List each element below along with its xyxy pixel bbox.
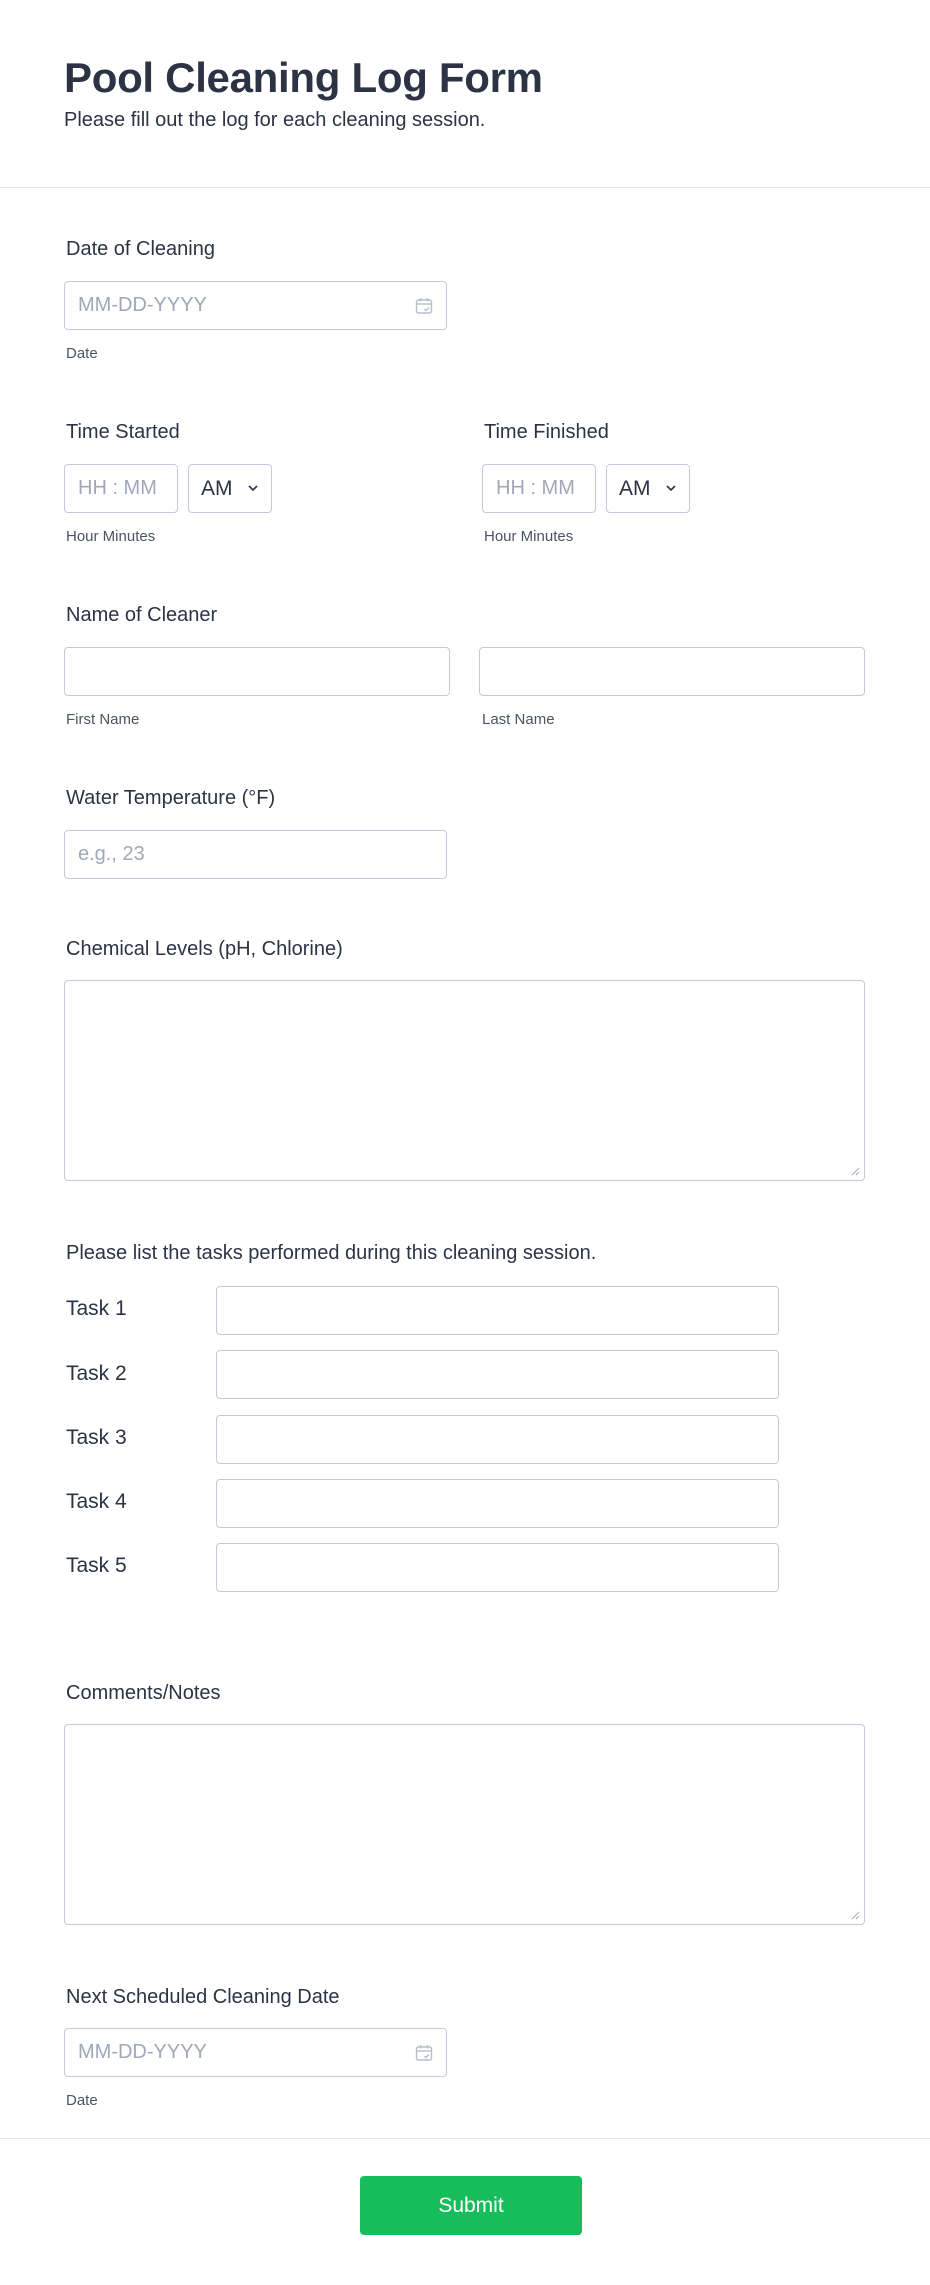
task-5-label: Task 5 (66, 1554, 127, 1577)
resize-handle-icon[interactable] (850, 1166, 860, 1176)
date-of-cleaning-input[interactable] (64, 281, 447, 330)
calendar-icon[interactable] (415, 2044, 433, 2062)
time-finished-placeholder: HH : MM (496, 477, 575, 499)
form-header (0, 0, 930, 188)
time-started-input[interactable] (64, 464, 178, 513)
time-started-sublabel: Hour Minutes (66, 528, 156, 545)
last-name-sublabel: Last Name (482, 711, 555, 728)
task-5-input[interactable] (216, 1543, 779, 1592)
task-4-input[interactable] (216, 1479, 779, 1528)
chevron-down-icon (246, 481, 260, 495)
comments-textarea[interactable] (64, 1724, 865, 1925)
time-finished-ampm-value: AM (619, 477, 651, 500)
time-finished-input[interactable] (482, 464, 596, 513)
comments-label: Comments/Notes (66, 1682, 221, 1704)
footer-divider (0, 2138, 930, 2139)
first-name-sublabel: First Name (66, 711, 140, 728)
submit-button[interactable]: Submit (360, 2176, 582, 2235)
cleaner-name-label: Name of Cleaner (66, 604, 218, 626)
calendar-icon[interactable] (415, 297, 433, 315)
next-date-sublabel: Date (66, 2092, 98, 2109)
tasks-label: Please list the tasks performed during this cleaning session. (66, 1242, 597, 1264)
time-finished-ampm-select[interactable] (606, 464, 690, 513)
task-1-input[interactable] (216, 1286, 779, 1335)
time-started-placeholder: HH : MM (78, 477, 157, 499)
first-name-input[interactable] (64, 647, 450, 696)
chevron-down-icon (664, 481, 678, 495)
resize-handle-icon[interactable] (850, 1910, 860, 1920)
date-of-cleaning-placeholder: MM-DD-YYYY (78, 294, 207, 316)
time-finished-label: Time Finished (484, 421, 609, 443)
time-finished-sublabel: Hour Minutes (484, 528, 574, 545)
next-date-input[interactable] (64, 2028, 447, 2077)
date-of-cleaning-sublabel: Date (66, 345, 98, 362)
page-title: Pool Cleaning Log Form (64, 54, 543, 101)
next-date-label: Next Scheduled Cleaning Date (66, 1986, 340, 2008)
task-2-input[interactable] (216, 1350, 779, 1399)
task-3-input[interactable] (216, 1415, 779, 1464)
task-4-label: Task 4 (66, 1490, 127, 1513)
next-date-placeholder: MM-DD-YYYY (78, 2041, 207, 2063)
water-temp-input[interactable] (64, 830, 447, 879)
chemical-levels-textarea[interactable] (64, 980, 865, 1181)
time-started-label: Time Started (66, 421, 180, 443)
water-temp-placeholder: e.g., 23 (78, 843, 145, 865)
last-name-input[interactable] (479, 647, 865, 696)
task-1-label: Task 1 (66, 1297, 127, 1320)
water-temp-label: Water Temperature (°F) (66, 787, 276, 809)
task-2-label: Task 2 (66, 1362, 127, 1385)
page-subtitle: Please fill out the log for each cleaning session. (64, 109, 486, 131)
task-3-label: Task 3 (66, 1426, 127, 1449)
time-started-ampm-select[interactable] (188, 464, 272, 513)
chemical-levels-label: Chemical Levels (pH, Chlorine) (66, 938, 343, 960)
date-of-cleaning-label: Date of Cleaning (66, 238, 215, 260)
time-started-ampm-value: AM (201, 477, 233, 500)
